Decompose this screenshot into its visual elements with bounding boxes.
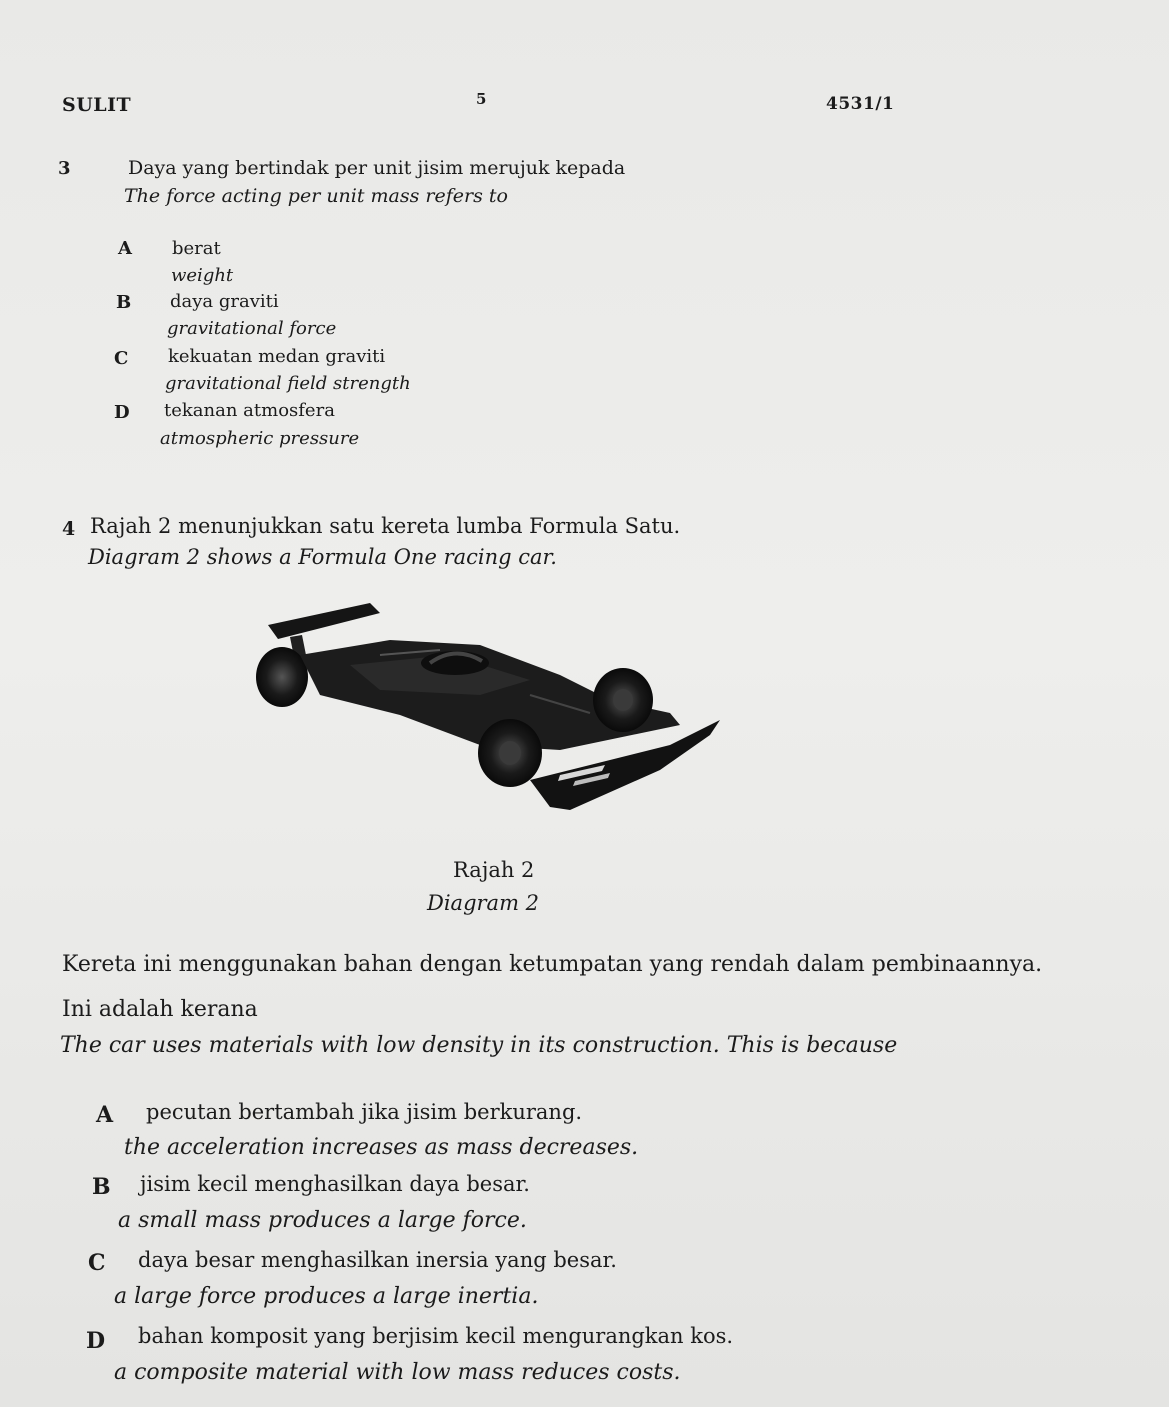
question-stem-ms-line2: Ini adalah kerana	[62, 997, 258, 1022]
option-letter: D	[86, 1328, 106, 1354]
option-d-en: a composite material with low mass reduces costs.	[114, 1360, 681, 1385]
option-letter: D	[114, 402, 130, 423]
option-d-ms: tekanan atmosfera	[164, 400, 335, 421]
question-stem-en: The force acting per unit mass refers to	[124, 185, 508, 207]
figure-caption-ms: Rajah 2	[453, 858, 535, 882]
option-b-ms: jisim kecil menghasilkan daya besar.	[140, 1172, 530, 1196]
formula-one-car-photo	[230, 585, 730, 825]
question-stem-en: The car uses materials with low density in its construction. This is because	[60, 1033, 898, 1058]
question-intro-en: Diagram 2 shows a Formula One racing car.	[88, 545, 557, 569]
option-letter: C	[88, 1250, 106, 1276]
option-b-en: gravitational force	[167, 318, 337, 339]
option-c-en: a large force produces a large inertia.	[114, 1284, 539, 1309]
option-c-ms: kekuatan medan graviti	[168, 346, 386, 367]
question-number: 4	[62, 518, 76, 540]
question-number: 3	[58, 158, 71, 179]
option-d-en: atmospheric pressure	[160, 428, 360, 449]
option-b-en: a small mass produces a large force.	[118, 1208, 527, 1233]
option-a-en: the acceleration increases as mass decreases.	[124, 1135, 639, 1160]
question-intro-ms: Rajah 2 menunjukkan satu kereta lumba Formula Satu.	[90, 514, 681, 538]
option-b-ms: daya graviti	[170, 291, 279, 312]
rear-wing	[268, 603, 380, 639]
option-letter: A	[96, 1102, 114, 1128]
option-letter: A	[118, 238, 132, 259]
option-letter: C	[114, 348, 129, 369]
option-c-ms: daya besar menghasilkan inersia yang besar.	[138, 1248, 617, 1272]
figure-caption-en: Diagram 2	[427, 891, 540, 915]
question-stem-ms: Daya yang bertindak per unit jisim merujuk kepada	[128, 157, 626, 179]
option-letter: B	[116, 292, 132, 313]
option-d-ms: bahan komposit yang berjisim kecil mengurangkan kos.	[138, 1324, 734, 1348]
option-a-en: weight	[171, 265, 234, 286]
option-a-ms: pecutan bertambah jika jisim berkurang.	[146, 1100, 583, 1124]
header-status: SULIT	[62, 94, 132, 116]
option-c-en: gravitational field strength	[165, 373, 411, 394]
header-page-number: 5	[476, 90, 487, 108]
question-stem-ms: Kereta ini menggunakan bahan dengan ketumpatan yang rendah dalam pembinaannya.	[62, 952, 1043, 977]
option-letter: B	[92, 1174, 111, 1200]
option-a-ms: berat	[172, 238, 221, 259]
header-paper-code: 4531/1	[826, 94, 895, 114]
rear-wheel	[256, 647, 308, 707]
